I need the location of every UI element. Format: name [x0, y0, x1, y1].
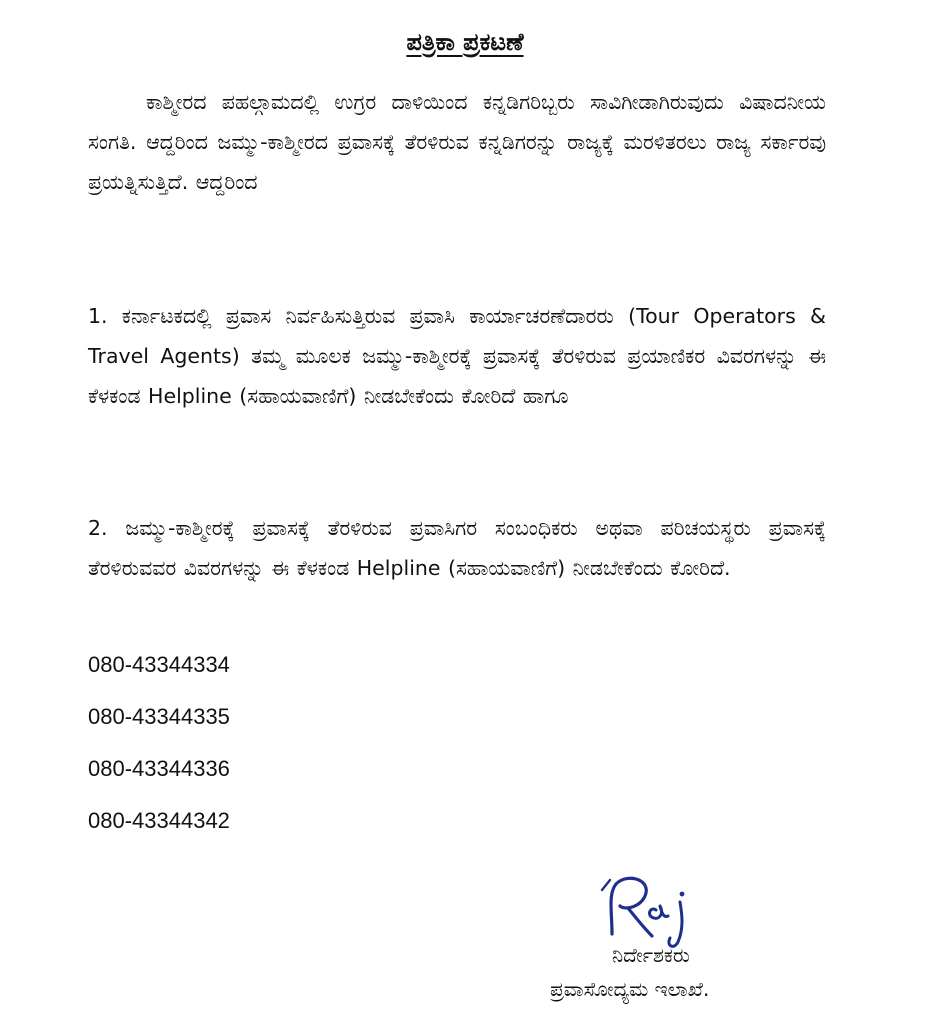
phone-number-2: 080-43344335 — [88, 704, 230, 729]
list-item-1: 1. ಕರ್ನಾಟಕದಲ್ಲಿ ಪ್ರವಾಸ ನಿರ್ವಹಿಸುತ್ತಿರುವ ಪ್ರವಾಸಿ ಕಾರ್ಯಾಚರಣೆದಾರರು (Tour Operators & Travel Agents) ತಮ್ಮ ಮೂಲಕ ಜಮ್ಮು-ಕಾಶ್ಮೀರಕ್ಕೆ ಪ್ರವಾಸಕ್ಕೆ ತೆರಳಿರುವ ಪ್ರಯಾಣಿಕರ ವಿವರಗಳನ್ನು ಈ ಕೆಳಕಂಡ Helpline (ಸಹಾಯವಾಣಿಗೆ) ನೀಡಬೇಕೆಂದು ಕೋರಿದೆ ಹಾಗೂ — [88, 304, 826, 408]
intro-paragraph: ಕಾಶ್ಮೀರದ ಪಹಲ್ಗಾಮದಲ್ಲಿ ಉಗ್ರರ ದಾಳಿಯಿಂದ ಕನ್ನಡಿಗರಿಬ್ಬರು ಸಾವಿಗೀಡಾಗಿರುವುದು ವಿಷಾದನೀಯ ಸಂಗತಿ. ಆದ್ದರಿಂದ ಜಮ್ಮು-ಕಾಶ್ಮೀರದ ಪ್ರವಾಸಕ್ಕೆ ತೆರಳಿರುವ ಕನ್ನಡಿಗರನ್ನು ರಾಜ್ಯಕ್ಕೆ ಮರಳಿತರಲು ರಾಜ್ಯ ಸರ್ಕಾರವು ಪ್ರಯತ್ನಿಸುತ್ತಿದೆ. ಆದ್ದರಿಂದ — [88, 90, 826, 194]
page-title: ಪತ್ರಿಕಾ ಪ್ರಕಟಣೆ — [406, 28, 524, 56]
phone-number-3: 080-43344336 — [88, 756, 230, 781]
list-item-2: 2. ಜಮ್ಮು-ಕಾಶ್ಮೀರಕ್ಕೆ ಪ್ರವಾಸಕ್ಕೆ ತೆರಳಿರುವ ಪ್ರವಾಸಿಗರ ಸಂಬಂಧಿಕರು ಅಥವಾ ಪರಿಚಯಸ್ಥರು ಪ್ರವಾಸಕ್ಕೆ ತೆರಳಿರುವವರ ವಿವರಗಳನ್ನು ಈ ಕೆಳಕಂಡ Helpline (ಸಹಾಯವಾಣಿಗೆ) ನೀಡಬೇಕೆಂದು ಕೋರಿದೆ. — [88, 516, 826, 580]
phone-number-4: 080-43344342 — [88, 808, 230, 833]
signatory-title: ನಿರ್ದೇಶಕರು — [612, 943, 690, 967]
signatory-department: ಪ್ರವಾಸೋದ್ಯಮ ಇಲಾಖೆ. — [550, 977, 710, 1001]
phone-number-1: 080-43344334 — [88, 652, 230, 677]
helpline-numbers — [88, 645, 230, 853]
